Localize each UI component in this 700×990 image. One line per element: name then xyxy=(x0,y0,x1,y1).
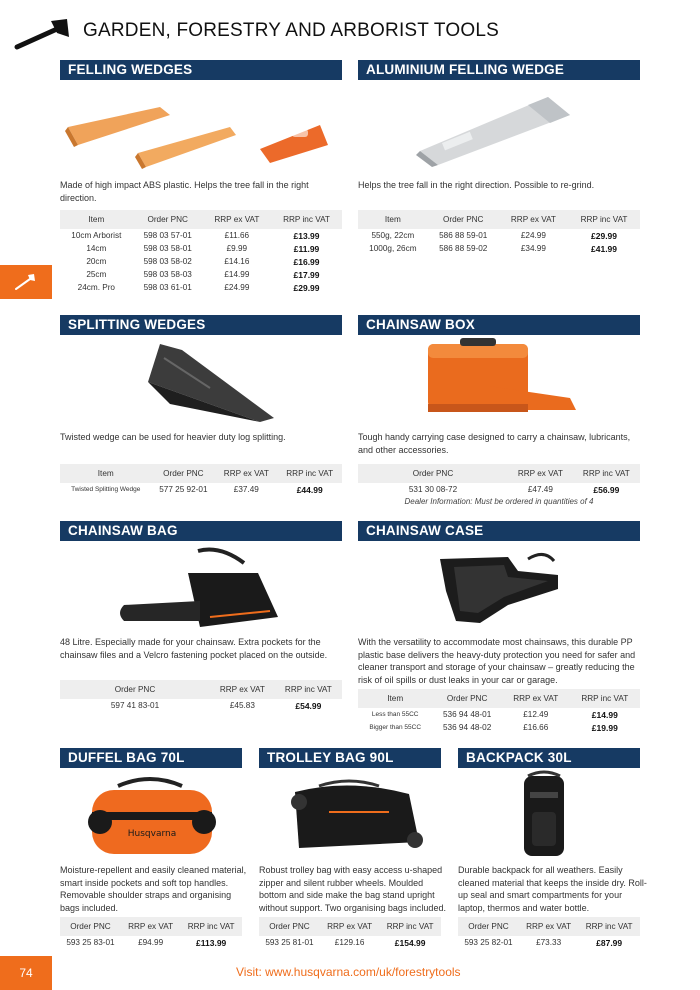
cell-pnc: 597 41 83-01 xyxy=(110,701,160,710)
aluminium-wedge-image xyxy=(358,85,640,175)
page-title: GARDEN, FORESTRY AND ARBORIST TOOLS xyxy=(83,20,499,41)
column-header: RRP inc VAT xyxy=(379,917,441,936)
table-header-row xyxy=(60,680,342,699)
duffel-bag-image xyxy=(60,772,242,860)
column-header: Item xyxy=(60,210,133,229)
cell-ex-vat: £24.99 xyxy=(224,283,250,292)
table-header-row xyxy=(358,210,640,229)
cell-inc-vat: £56.99 xyxy=(593,484,620,495)
cell-ex-vat: £11.66 xyxy=(224,231,250,240)
cell-pnc: 536 94 48-02 xyxy=(443,723,492,732)
chainsaw-box-description: Tough handy carrying case designed to carry a chainsaw, lubricants, and other accessories. xyxy=(358,432,631,455)
cell-pnc: 531 30 08-72 xyxy=(408,485,458,494)
cell-inc-vat: £113.99 xyxy=(196,937,227,948)
axe-icon xyxy=(13,17,71,51)
cell-pnc: 598 03 58-01 xyxy=(143,244,192,253)
chainsaw-bag-description: 48 Litre. Especially made for your chainsaw. Extra pockets for the chainsaw files and a Velcro fastening pocket placed on the outside. xyxy=(60,637,328,660)
cell-item: Bigger than 55CC xyxy=(369,724,422,731)
cell-pnc: 577 25 92-01 xyxy=(159,485,208,494)
cell-inc-vat: £54.99 xyxy=(295,700,322,711)
cell-inc-vat: £29.99 xyxy=(591,230,618,241)
cell-ex-vat: £14.99 xyxy=(224,270,250,279)
cell-inc-vat: £11.99 xyxy=(293,243,320,254)
table-row xyxy=(60,699,342,712)
column-header: Item xyxy=(358,210,428,229)
cell-inc-vat: £14.99 xyxy=(591,709,618,720)
column-header: RRP ex VAT xyxy=(499,210,568,229)
backpack-image xyxy=(458,772,640,860)
cell-pnc: 593 25 82-01 xyxy=(464,938,513,947)
table-row xyxy=(60,281,342,294)
cell-ex-vat: £73.33 xyxy=(536,938,562,947)
section-title-splitting-wedges: SPLITTING WEDGES xyxy=(60,315,342,335)
section-title-chainsaw-box: CHAINSAW BOX xyxy=(358,315,640,335)
chainsaw-box-table xyxy=(358,464,640,496)
table-row xyxy=(458,936,640,949)
backpack-table xyxy=(458,917,640,949)
table-header-row xyxy=(259,917,441,936)
column-header: RRP inc VAT xyxy=(271,210,342,229)
cell-ex-vat: £9.99 xyxy=(226,244,248,253)
cell-ex-vat: £94.99 xyxy=(138,938,164,947)
backpack-description: Durable backpack for all weathers. Easily cleaned material that keeps the inside dry. Roll-up seal and smart compartments for your laptop, thermos and water bottle. xyxy=(458,865,647,913)
cell-pnc: 598 03 61-01 xyxy=(143,283,192,292)
section-title-duffel-bag: DUFFEL BAG 70L xyxy=(60,748,242,768)
chainsaw-box-image xyxy=(358,338,640,428)
table-header-row xyxy=(60,464,342,483)
felling-wedges-image xyxy=(60,85,342,175)
table-header-row xyxy=(458,917,640,936)
section-title-felling-wedges: FELLING WEDGES xyxy=(60,60,342,80)
column-header: RRP inc VAT xyxy=(180,917,242,936)
cell-pnc: 586 88 59-01 xyxy=(439,231,488,240)
table-header-row xyxy=(60,210,342,229)
column-header: Item xyxy=(358,689,432,708)
column-header: RRP ex VAT xyxy=(203,210,271,229)
table-row xyxy=(60,268,342,281)
column-header: RRP ex VAT xyxy=(508,464,573,483)
section-title-chainsaw-bag: CHAINSAW BAG xyxy=(60,521,342,541)
column-header: RRP ex VAT xyxy=(121,917,180,936)
column-header: RRP ex VAT xyxy=(210,680,275,699)
cell-inc-vat: £17.99 xyxy=(293,269,320,280)
section-title-backpack: BACKPACK 30L xyxy=(458,748,640,768)
chainsaw-case-table xyxy=(358,689,640,734)
column-header: RRP ex VAT xyxy=(502,689,570,708)
cell-item: 1000g, 26cm xyxy=(369,244,417,253)
dealer-note: Dealer Information: Must be ordered in quantities of 4 xyxy=(404,497,594,506)
column-header: RRP inc VAT xyxy=(573,464,640,483)
column-header: Order PNC xyxy=(60,917,121,936)
cell-inc-vat: £13.99 xyxy=(293,230,320,241)
trolley-bag-table xyxy=(259,917,441,949)
cell-inc-vat: £41.99 xyxy=(591,243,618,254)
column-header: Order PNC xyxy=(458,917,519,936)
table-header-row xyxy=(60,917,242,936)
table-row xyxy=(358,708,640,721)
felling-wedges-description: Made of high impact ABS plastic. Helps the tree fall in the right direction. xyxy=(60,180,309,203)
splitting-wedges-table xyxy=(60,464,342,496)
table-row xyxy=(60,255,342,268)
cell-item: Twisted Splitting Wedge xyxy=(71,486,141,493)
felling-wedges-table xyxy=(60,210,342,294)
footer-website-link[interactable]: Visit: www.husqvarna.com/uk/forestrytools xyxy=(236,965,461,979)
cell-item: Less than 55CC xyxy=(371,711,419,718)
column-header: Order PNC xyxy=(428,210,499,229)
column-header: Order PNC xyxy=(60,680,210,699)
column-header: Order PNC xyxy=(432,689,501,708)
column-header: RRP inc VAT xyxy=(277,464,342,483)
cell-pnc: 598 03 58-03 xyxy=(143,270,192,279)
splitting-wedges-description: Twisted wedge can be used for heavier duty log splitting. xyxy=(60,432,286,442)
duffel-bag-description: Moisture-repellent and easily cleaned material, smart inside pockets and soft top handles. Removable shoulder straps and organising bags included. xyxy=(60,865,247,913)
cell-ex-vat: £45.83 xyxy=(229,701,255,710)
cell-inc-vat: £87.99 xyxy=(596,937,623,948)
cell-ex-vat: £47.49 xyxy=(527,485,553,494)
cell-inc-vat: £29.99 xyxy=(293,282,320,293)
chainsaw-case-image xyxy=(358,545,640,633)
section-title-chainsaw-case: CHAINSAW CASE xyxy=(358,521,640,541)
column-header: RRP ex VAT xyxy=(519,917,578,936)
column-header: Order PNC xyxy=(259,917,320,936)
column-header: RRP inc VAT xyxy=(275,680,342,699)
table-row xyxy=(358,483,640,496)
cell-item: 10cm Arborist xyxy=(71,231,122,240)
cell-pnc: 536 94 48-01 xyxy=(443,710,492,719)
table-row xyxy=(60,936,242,949)
cell-item: 25cm xyxy=(86,270,107,279)
cell-pnc: 593 25 81-01 xyxy=(265,938,314,947)
cell-pnc: 593 25 83-01 xyxy=(66,938,115,947)
aluminium-wedge-table xyxy=(358,210,640,255)
cell-ex-vat: £37.49 xyxy=(233,485,259,494)
axe-small-icon xyxy=(0,265,52,299)
column-header: RRP inc VAT xyxy=(568,210,640,229)
section-title-trolley-bag: TROLLEY BAG 90L xyxy=(259,748,441,768)
duffel-bag-brand-text: Husqvarna xyxy=(127,829,177,839)
cell-ex-vat: £12.49 xyxy=(523,710,549,719)
table-row xyxy=(358,242,640,255)
cell-item: 24cm. Pro xyxy=(77,283,115,292)
splitting-wedge-image xyxy=(60,338,342,428)
duffel-bag-table xyxy=(60,917,242,949)
trolley-bag-image xyxy=(259,772,441,860)
table-row xyxy=(60,483,342,496)
cell-inc-vat: £16.99 xyxy=(293,256,320,267)
table-row xyxy=(358,721,640,734)
column-header: Order PNC xyxy=(133,210,203,229)
table-header-row xyxy=(358,464,640,483)
column-header: RRP ex VAT xyxy=(320,917,379,936)
table-row xyxy=(60,242,342,255)
cell-ex-vat: £34.99 xyxy=(520,244,546,253)
column-header: RRP inc VAT xyxy=(578,917,640,936)
section-title-aluminium-felling-wedge: ALUMINIUM FELLING WEDGE xyxy=(358,60,640,80)
column-header: RRP inc VAT xyxy=(570,689,640,708)
cell-item: 14cm xyxy=(86,244,107,253)
cell-ex-vat: £14.16 xyxy=(224,257,250,266)
chainsaw-case-description: With the versatility to accommodate most chainsaws, this durable PP plastic base delivers the heavy-duty protection you need for safer and cleaner transport and storage of your chainsaw – greatly reducing the risk of oil spills or dust leaks in your car or garage. xyxy=(358,637,636,685)
cell-pnc: 598 03 57-01 xyxy=(143,231,192,240)
cell-item: 20cm xyxy=(86,257,107,266)
cell-inc-vat: £154.99 xyxy=(394,937,426,948)
cell-ex-vat: £24.99 xyxy=(520,231,546,240)
table-row xyxy=(60,229,342,242)
chainsaw-bag-table xyxy=(60,680,342,712)
table-header-row xyxy=(358,689,640,708)
trolley-bag-description: Robust trolley bag with easy access u-shaped zipper and silent rubber wheels. Moulded bottom and side make the bag stand upright without support. Two organising bags included. xyxy=(259,865,446,913)
cell-ex-vat: £16.66 xyxy=(523,723,549,732)
page-number: 74 xyxy=(0,956,52,990)
column-header: Order PNC xyxy=(358,464,508,483)
cell-item: 550g, 22cm xyxy=(371,231,415,240)
cell-pnc: 586 88 59-02 xyxy=(439,244,488,253)
cell-inc-vat: £44.99 xyxy=(296,484,323,495)
column-header: Item xyxy=(60,464,151,483)
column-header: Order PNC xyxy=(151,464,215,483)
cell-inc-vat: £19.99 xyxy=(591,722,618,733)
chainsaw-bag-image xyxy=(60,545,342,633)
table-row xyxy=(358,229,640,242)
table-row xyxy=(259,936,441,949)
side-tab xyxy=(0,265,52,299)
aluminium-wedge-description: Helps the tree fall in the right direction. Possible to re-grind. xyxy=(358,180,595,190)
column-header: RRP ex VAT xyxy=(215,464,277,483)
cell-ex-vat: £129.16 xyxy=(334,938,365,947)
cell-pnc: 598 03 58-02 xyxy=(143,257,192,266)
